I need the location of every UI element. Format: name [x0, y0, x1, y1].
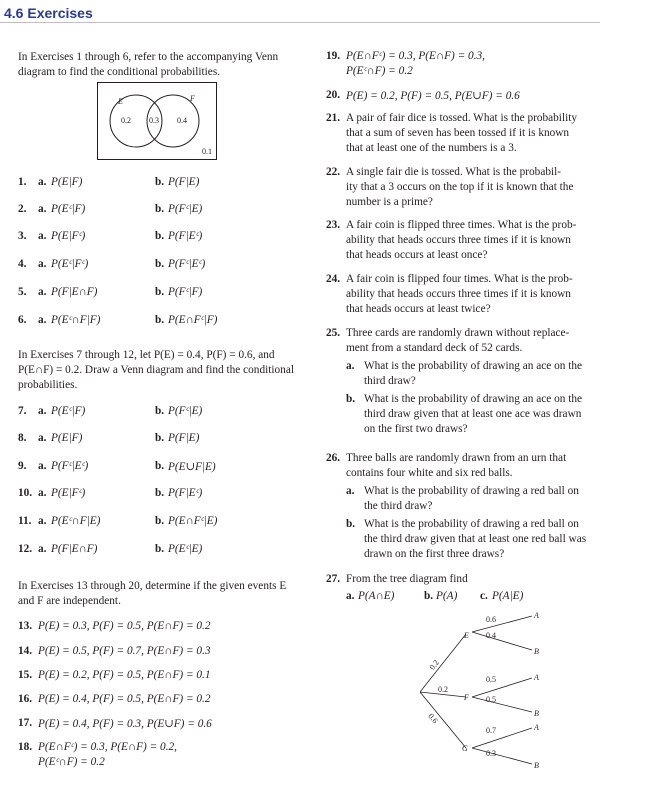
- part-a-label: a.: [38, 487, 47, 499]
- part-a-label: a.: [38, 203, 47, 215]
- leaf-g-a: A: [534, 723, 539, 732]
- exercise-23-text-line: ability that heads occurs three times if it is known: [346, 234, 571, 246]
- part-b-expression: P(Fᶜ|E): [168, 203, 203, 215]
- branch-e-a: [472, 616, 532, 632]
- exercise-26-part-a-line: the third draw?: [364, 500, 433, 512]
- branch-root-g: [420, 692, 466, 748]
- venn-diagram: [97, 82, 217, 160]
- prob-g-b: 0.3: [486, 749, 496, 758]
- part-b-label: b.: [155, 230, 165, 242]
- exercise-25-part-b-line: What is the probability of drawing an ace on the: [364, 393, 583, 405]
- exercise-23-number: 23.: [326, 219, 341, 231]
- exercise-26-part-b-label: b.: [346, 518, 356, 530]
- part-a-label: a.: [38, 460, 47, 472]
- exercise-statement: P(E) = 0.5, P(F) = 0.7, P(E∩F) = 0.3: [38, 645, 211, 657]
- prob-f-a: 0.5: [486, 675, 496, 684]
- exercise-25-number: 25.: [326, 327, 341, 339]
- exercise-number: 2.: [18, 203, 27, 215]
- exercise-26-part-a-label: a.: [346, 485, 355, 497]
- exercise-number: 5.: [18, 286, 27, 298]
- exercise-number: 8.: [18, 432, 27, 444]
- leaf-g-b: B: [534, 761, 539, 770]
- branch-f-a: [472, 678, 532, 697]
- prob-f: 0.2: [438, 685, 448, 694]
- exercise-26-text-line: Three balls are randomly drawn from an urn that: [346, 452, 567, 464]
- part-b-label: b.: [155, 203, 165, 215]
- part-a-expression: P(Eᶜ|F): [51, 203, 86, 215]
- venn-value-middle: 0.3: [149, 116, 159, 125]
- exercise-21-text-line: A pair of fair dice is tossed. What is the probability: [346, 112, 578, 124]
- page-header: [0, 0, 600, 23]
- exercise-21-number: 21.: [326, 112, 341, 124]
- part-b-label: b.: [155, 176, 165, 188]
- part-b-expression: P(Fᶜ|Eᶜ): [168, 258, 206, 270]
- prob-g: 0.6: [426, 711, 440, 726]
- page-title: 4.6 Exercises: [4, 5, 93, 21]
- exercise-25-part-a-line: What is the probability of drawing an ace on the: [364, 360, 583, 372]
- intro-1: In Exercises 1 through 6, refer to the accompanying Venn diagram to find the conditional probabilities.: [18, 51, 279, 78]
- part-a-expression: P(Fᶜ|Eᶜ): [51, 460, 89, 472]
- exercise-number: 3.: [18, 230, 27, 242]
- exercise-24-text-line: A fair coin is flipped four times. What is the prob-: [346, 273, 573, 285]
- branch-f-b: [472, 697, 532, 712]
- exercise-26-part-b-line: the third draw given that at least one red ball was: [364, 533, 587, 545]
- exercise-24-number: 24.: [326, 273, 341, 285]
- part-b-expression: P(F|Eᶜ): [168, 487, 203, 499]
- part-b-expression: P(E∪F|E): [168, 461, 216, 473]
- node-f: F: [464, 693, 469, 702]
- part-a-expression: P(E|Fᶜ): [51, 487, 86, 499]
- part-b-expression: P(F|E): [168, 432, 200, 444]
- part-b-label: b.: [155, 460, 165, 472]
- venn-value-right: 0.4: [177, 116, 187, 125]
- exercise-23-text-line: that heads occurs at least once?: [346, 249, 488, 261]
- prob-e-a: 0.6: [486, 615, 496, 624]
- part-a-expression: P(Eᶜ∩F|E): [51, 515, 101, 527]
- exercise-22-text-line: A single fair die is tossed. What is the probabil-: [346, 166, 562, 178]
- part-b-label: b.: [155, 515, 165, 527]
- part-b-expression: P(E∩Fᶜ|E): [168, 515, 218, 527]
- exercise-25-part-b-line: third draw given that at least one ace was drawn: [364, 408, 582, 420]
- exercise-21-text-line: that a sum of seven has been tossed if it is known: [346, 127, 570, 139]
- exercise-25-text-line: Three cards are randomly drawn without replace-: [346, 327, 570, 339]
- exercise-number: 17.: [18, 717, 33, 729]
- part-b-label: b.: [155, 258, 165, 270]
- exercise-25-part-a-line: third draw?: [364, 375, 416, 387]
- exercise-25-text-line: ment from a standard deck of 52 cards.: [346, 342, 523, 354]
- part-a-expression: P(Eᶜ∩F|F): [51, 314, 101, 326]
- leaf-f-b: B: [534, 709, 539, 718]
- exercise-number: 4.: [18, 258, 27, 270]
- exercise-26-part-a-line: What is the probability of drawing a red ball on: [364, 485, 579, 497]
- branch-root-e: [420, 634, 466, 692]
- exercise-number: 14.: [18, 645, 33, 657]
- intro-3: In Exercises 13 through 20, determine if the given events E and F are independent.: [18, 580, 287, 607]
- branch-e-b: [472, 632, 532, 650]
- part-a-expression: P(F|E∩F): [51, 286, 98, 298]
- part-b-expression: P(Eᶜ|E): [168, 543, 203, 555]
- exercise-statement: P(E) = 0.4, P(F) = 0.3, P(E∪F) = 0.6: [38, 718, 212, 730]
- venn-value-outside: 0.1: [202, 147, 212, 156]
- node-g: G: [462, 744, 468, 753]
- exercise-number: 7.: [18, 405, 27, 417]
- part-a-label: a.: [38, 543, 47, 555]
- exercise-24-text-line: that heads occurs at least twice?: [346, 303, 491, 315]
- part-a-label: a.: [38, 432, 47, 444]
- tree-diagram: [420, 610, 550, 770]
- exercise-statement: P(E) = 0.3, P(F) = 0.5, P(E∩F) = 0.2: [38, 620, 211, 632]
- venn-value-left: 0.2: [121, 116, 131, 125]
- exercise-26-part-b-line: drawn on the first three draws?: [364, 548, 505, 560]
- part-a-expression: P(E|F): [51, 176, 83, 188]
- part-a-expression: P(E|Fᶜ): [51, 230, 86, 242]
- part-b-label: b.: [155, 286, 165, 298]
- exercise-25-part-a-label: a.: [346, 360, 355, 372]
- part-a-expression: P(Eᶜ|Fᶜ): [51, 258, 89, 270]
- leaf-e-a: A: [534, 611, 539, 620]
- part-a-label: a.: [38, 230, 47, 242]
- part-b-expression: P(F|Eᶜ): [168, 230, 203, 242]
- leaf-e-b: B: [534, 647, 539, 656]
- part-b-expression: P(E∩Fᶜ|F): [168, 314, 218, 326]
- exercise-22-text-line: ity that a 3 occurs on the top if it is known that the: [346, 181, 574, 193]
- part-b-label: b.: [155, 543, 165, 555]
- exercise-25-part-b-label: b.: [346, 393, 356, 405]
- branch-g-b: [472, 748, 532, 764]
- part-a-label: a.: [38, 405, 47, 417]
- exercise-number: 1.: [18, 176, 27, 188]
- exercise-statement: P(E) = 0.2, P(F) = 0.5, P(E∩F) = 0.1: [38, 669, 211, 681]
- prob-g-a: 0.7: [486, 726, 496, 735]
- part-b-label: b.: [155, 314, 165, 326]
- part-b-label: b.: [155, 487, 165, 499]
- part-a-label: a.: [38, 515, 47, 527]
- venn-label-f: F: [190, 94, 195, 103]
- part-a-expression: P(F|E∩F): [51, 543, 98, 555]
- part-b-label: b.: [155, 405, 165, 417]
- leaf-f-a: A: [534, 673, 539, 682]
- part-a-label: a.: [38, 176, 47, 188]
- intro-2: In Exercises 7 through 12, let P(E) = 0.4, P(F) = 0.6, and P(E∩F) = 0.2. Draw a Venn diagram and find the conditional probabilities.: [18, 349, 294, 391]
- part-b-expression: P(Fᶜ|E): [168, 405, 203, 417]
- exercise-23-text-line: A fair coin is flipped three times. What is the prob-: [346, 219, 577, 231]
- branch-g-a: [472, 728, 532, 748]
- venn-label-e: E: [118, 97, 123, 106]
- exercise-number: 13.: [18, 620, 33, 632]
- exercise-number: 12.: [18, 543, 33, 555]
- part-a-expression: P(E|F): [51, 432, 83, 444]
- part-b-expression: P(Fᶜ|F): [168, 286, 203, 298]
- exercise-26-number: 26.: [326, 452, 341, 464]
- exercise-number: 6.: [18, 314, 27, 326]
- exercise-22-number: 22.: [326, 166, 341, 178]
- exercise-24-text-line: ability that heads occurs three times if it is known: [346, 288, 571, 300]
- part-a-label: a.: [38, 314, 47, 326]
- exercise-25-part-b-line: on the first two draws?: [364, 423, 468, 435]
- part-a-label: a.: [38, 286, 47, 298]
- node-e: E: [464, 631, 469, 640]
- part-b-label: b.: [155, 432, 165, 444]
- part-a-expression: P(Eᶜ|F): [51, 405, 86, 417]
- exercise-number: 16.: [18, 693, 33, 705]
- exercise-21-text-line: that at least one of the numbers is a 3.: [346, 142, 517, 154]
- prob-f-b: 0.5: [486, 695, 496, 704]
- prob-e: 0.2: [427, 658, 441, 672]
- exercise-26-text-line: contains four white and six red balls.: [346, 467, 513, 479]
- part-b-expression: P(F|E): [168, 176, 200, 188]
- exercise-number: 9.: [18, 460, 27, 472]
- part-a-label: a.: [38, 258, 47, 270]
- exercise-number: 11.: [18, 515, 32, 527]
- exercise-number: 10.: [18, 487, 33, 499]
- exercise-statement: P(E) = 0.4, P(F) = 0.5, P(E∩F) = 0.2: [38, 693, 211, 705]
- exercise-number: 15.: [18, 669, 33, 681]
- exercise-26-part-b-line: What is the probability of drawing a red ball on: [364, 518, 579, 530]
- prob-e-b: 0.4: [486, 631, 496, 640]
- exercise-22-text-line: number is a prime?: [346, 196, 433, 208]
